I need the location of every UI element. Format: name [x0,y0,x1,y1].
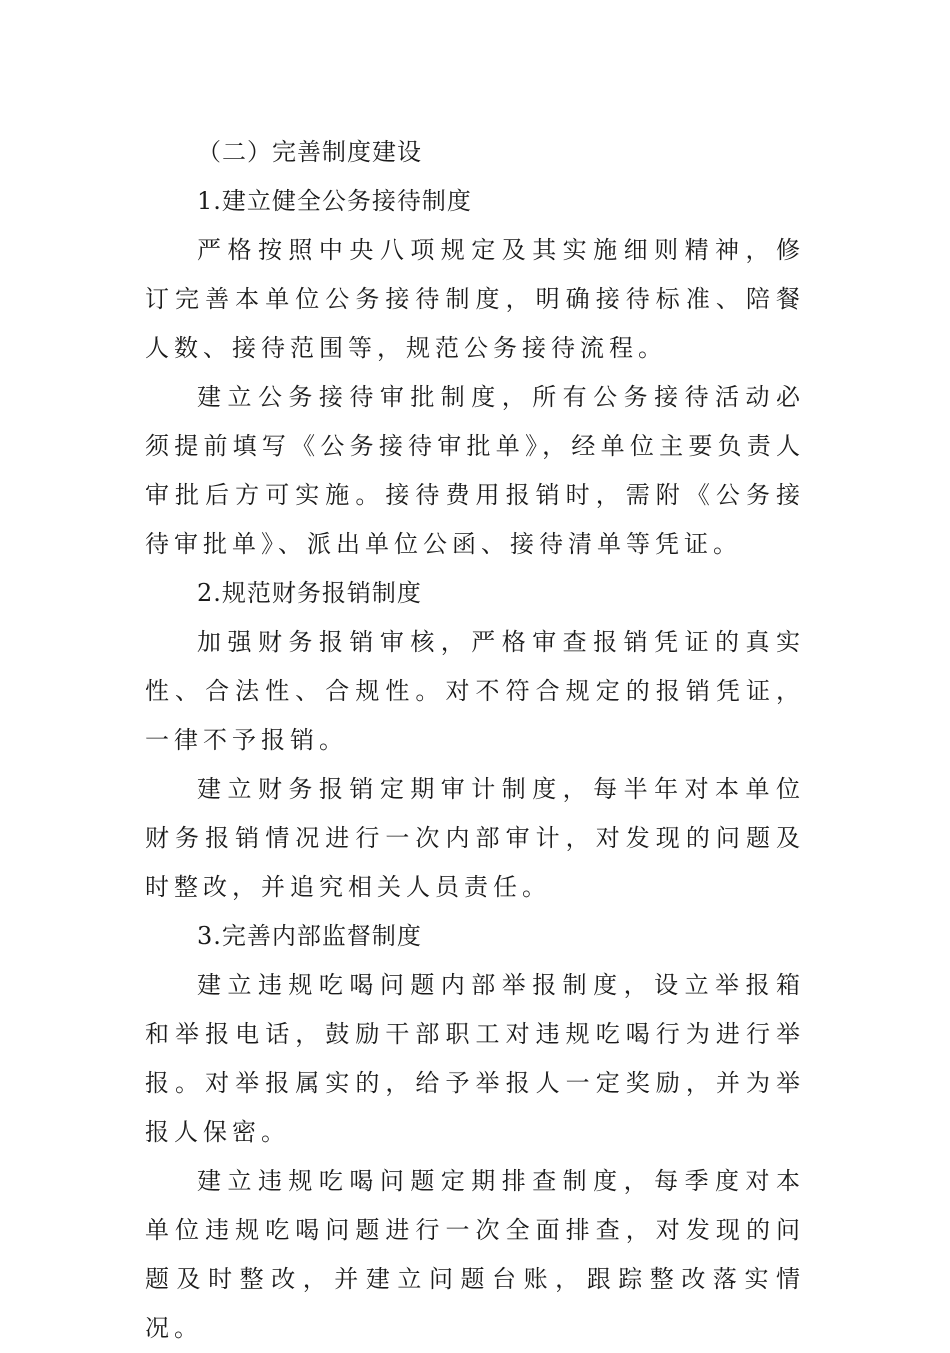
paragraph: 建立公务接待审批制度，所有公务接待活动必须提前填写《公务接待审批单》，经单位主要负责人审批后方可实施。接待费用报销时，需附《公务接待审批单》、派出单位公函、接待清单等凭证。 [145,383,805,558]
subsection-heading-3: 3.完善内部监督制度 [197,922,422,950]
paragraph: 建立违规吃喝问题内部举报制度，设立举报箱和举报电话，鼓励干部职工对违规吃喝行为进行举报。对举报属实的，给予举报人一定奖励，并为举报人保密。 [145,971,805,1146]
paragraph: 建立财务报销定期审计制度，每半年对本单位财务报销情况进行一次内部审计，对发现的问题及时整改，并追究相关人员责任。 [145,775,805,901]
paragraph: 加强财务报销审核，严格审查报销凭证的真实性、合法性、合规性。对不符合规定的报销凭证，一律不予报销。 [145,628,805,754]
section-heading: （二）完善制度建设 [197,138,422,166]
subsection-heading-2: 2.规范财务报销制度 [197,579,422,607]
document-body [145,128,805,1353]
paragraph: 严格按照中央八项规定及其实施细则精神，修订完善本单位公务接待制度，明确接待标准、陪餐人数、接待范围等，规范公务接待流程。 [145,236,805,362]
subsection-heading-1: 1.建立健全公务接待制度 [197,187,472,215]
paragraph: 建立违规吃喝问题定期排查制度，每季度对本单位违规吃喝问题进行一次全面排查，对发现的问题及时整改，并建立问题台账，跟踪整改落实情况。 [145,1167,805,1342]
